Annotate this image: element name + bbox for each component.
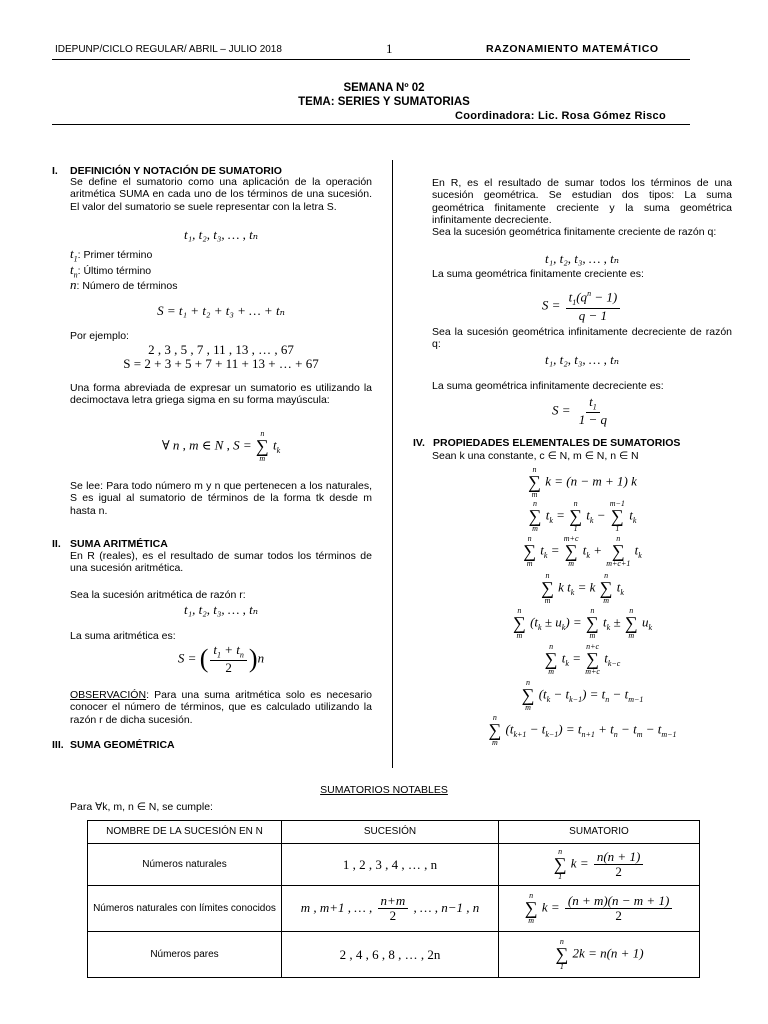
section-2-heading: II. SUMA ARITMÉTICA [52, 538, 168, 550]
row-name: Números pares [88, 932, 282, 978]
property-2: n ∑ m $t_k$ = n ∑ 1 $t_k$ − m−1 ∑ 1 $t_k$ [528, 499, 637, 534]
section-4-heading: IV. PROPIEDADES ELEMENTALES DE SUMATORIOS [413, 437, 681, 449]
example-label: Por ejemplo: [70, 330, 129, 342]
property-7: n ∑ m $(t_k - t_{k-1}) = t_n - t_{m-1}$ [521, 678, 644, 713]
table-header-row [88, 821, 700, 844]
notable-sums-table [87, 820, 700, 978]
property-3: n ∑ m $t_k$ = m+c ∑ m $t_k$ + n ∑ m+c+1 $t_k$ [523, 534, 642, 569]
property-6: n ∑ m $t_k$ = n+c ∑ m+c $t_{k-c}$ [544, 642, 621, 677]
property-5: n ∑ m $(t_k \pm u_k)$ = n ∑ m $t_k$ ± n ∑ m $u_k$ [513, 606, 652, 641]
geo-infinite-text: Sea la sucesión geométrica infinitamente decreciente de razón q: [432, 326, 732, 351]
arith-sum-text: La suma aritmética es: [70, 630, 176, 642]
example-sum: S = 2 + 3 + 5 + 7 + 11 + 13 + … + 67 [123, 356, 319, 371]
column-divider [392, 160, 393, 768]
column-header-sum: SUMATORIO [499, 821, 700, 844]
row-sequence: 1 , 2 , 3 , 4 , … , n [282, 844, 499, 886]
section-2-intro: En R (reales), es el resultado de sumar todos los términos de una sucesión aritmética. [70, 550, 372, 575]
geo-infinite-formula: S = $\frac{t_1}{1 - q}$ [551, 394, 608, 428]
title-rule [52, 124, 690, 125]
row-sum: n ∑ 1 2k = n(n + 1) [499, 932, 700, 978]
table-row [88, 932, 700, 978]
section-3-intro: En R, es el resultado de sumar todos los términos de una sucesión geométrica. Se estudian dos tipos: La suma geométrica finitamente creciente y la suma geométrica infinitamente decreciente. [432, 177, 732, 227]
topic-title: TEMA: SERIES Y SUMATORIAS [298, 96, 470, 108]
geo-infinite-sum-text: La suma geométrica infinitamente decreciente es: [432, 380, 664, 392]
header-rule [52, 59, 690, 60]
property-1: n ∑ m k = (n − m + 1) k [528, 465, 637, 500]
row-sum: n ∑ m k = $\frac{(n + m)(n - m + 1)}{2}$ [499, 886, 700, 932]
sigma-definition: ∀ n , m ∈ N , S = n ∑ m $t_k$ [161, 429, 281, 464]
section-1-heading: I. DEFINICIÓN Y NOTACIÓN DE SUMATORIO [52, 165, 282, 177]
arith-sum-formula: S = ( $\frac{t_1 + t_n}{2}$ )n [177, 642, 265, 676]
arith-observation: OBSERVACIÓN: Para una suma aritmética solo es necesario conocer el número de términos, que es calculado utilizando la razón r de dicha sucesión. [70, 689, 372, 726]
section-4-intro: Sean k una constante, c ∈ N, m ∈ N, n ∈ N [432, 450, 639, 462]
geo-infinite-sequence: t₁, t₂, t₃, … , tₙ [544, 352, 620, 367]
column-header-name: NOMBRE DE LA SUCESIÓN EN N [88, 821, 282, 844]
row-sum: n ∑ 1 k = $\frac{n(n + 1)}{2}$ [499, 844, 700, 886]
geo-finite-sum-text: La suma geométrica finitamente creciente es: [432, 268, 644, 280]
property-8: n ∑ m $(t_{k+1} - t_{k-1}) = t_{n+1} + t_n - t_m - t_{m-1}$ [488, 713, 677, 748]
arith-sequence: t₁, t₂, t₃, … , tₙ [183, 602, 259, 617]
arith-seq-text: Sea la sucesión aritmética de razón r: [70, 589, 246, 601]
coordinator: Coordinadora: Lic. Rosa Gómez Risco [455, 110, 666, 122]
sigma-description: Una forma abreviada de expresar un sumatorio es utilizando la decimoctava letra griega sigma en su forma mayúscula: [70, 382, 372, 407]
page-number: 1 [386, 41, 393, 56]
table-row [88, 844, 700, 886]
count-def: n: Número de términos [70, 277, 178, 292]
notable-title: SUMATORIOS NOTABLES [320, 784, 448, 796]
geo-finite-text: Sea la sucesión geométrica finitamente creciente de razón q: [432, 226, 717, 238]
week-title: SEMANA Nº 02 [343, 82, 425, 94]
column-header-sequence: SUCESIÓN [282, 821, 499, 844]
sum-formula: S = t₁ + t₂ + t₃ + … + tₙ [157, 303, 285, 318]
example-sequence: 2 , 3 , 5 , 7 , 11 , 13 , … , 67 [148, 342, 294, 357]
notable-intro: Para ∀k, m, n ∈ N, se cumple: [70, 801, 213, 813]
sigma-icon: n ∑ m [255, 429, 269, 464]
header-course: IDEPUNP/CICLO REGULAR/ ABRIL – JULIO 2018 [55, 44, 282, 55]
row-name: Números naturales con límites conocidos [88, 886, 282, 932]
section-1-sequence: t₁, t₂, t₃, … , tₙ [183, 227, 259, 242]
geo-finite-formula: S = $\frac{t_1(q^n - 1)}{q - 1}$ [432, 290, 732, 323]
section-3-heading: III. SUMA GEOMÉTRICA [52, 739, 175, 751]
section-1-intro: Se define el sumatorio como una aplicación de la operación aritmética SUMA en cada uno de los términos de una sucesión. El valor del sumatorio se suele representar con la letra S. [70, 176, 372, 213]
header-subject: RAZONAMIENTO MATEMÁTICO [486, 43, 659, 55]
row-name: Números naturales [88, 844, 282, 886]
last-term-def: $t_n$: Último término [70, 262, 152, 280]
table-row [88, 886, 700, 932]
row-sequence: m , m+1 , … , $\frac{n+m}{2}$ , … , n−1 , n [282, 886, 499, 932]
row-sequence: 2 , 4 , 6 , 8 , … , 2n [282, 932, 499, 978]
first-term-def: $t_1$: Primer término [70, 246, 153, 264]
sigma-reading: Se lee: Para todo número m y n que pertenecen a los naturales, S es igual al sumatorio de términos de la forma tk desde m hasta n. [70, 480, 372, 517]
property-4: n ∑ m k $t_k = k$ n ∑ m $t_k$ [541, 571, 624, 606]
geo-finite-sequence: t₁, t₂, t₃, … , tₙ [544, 251, 620, 266]
